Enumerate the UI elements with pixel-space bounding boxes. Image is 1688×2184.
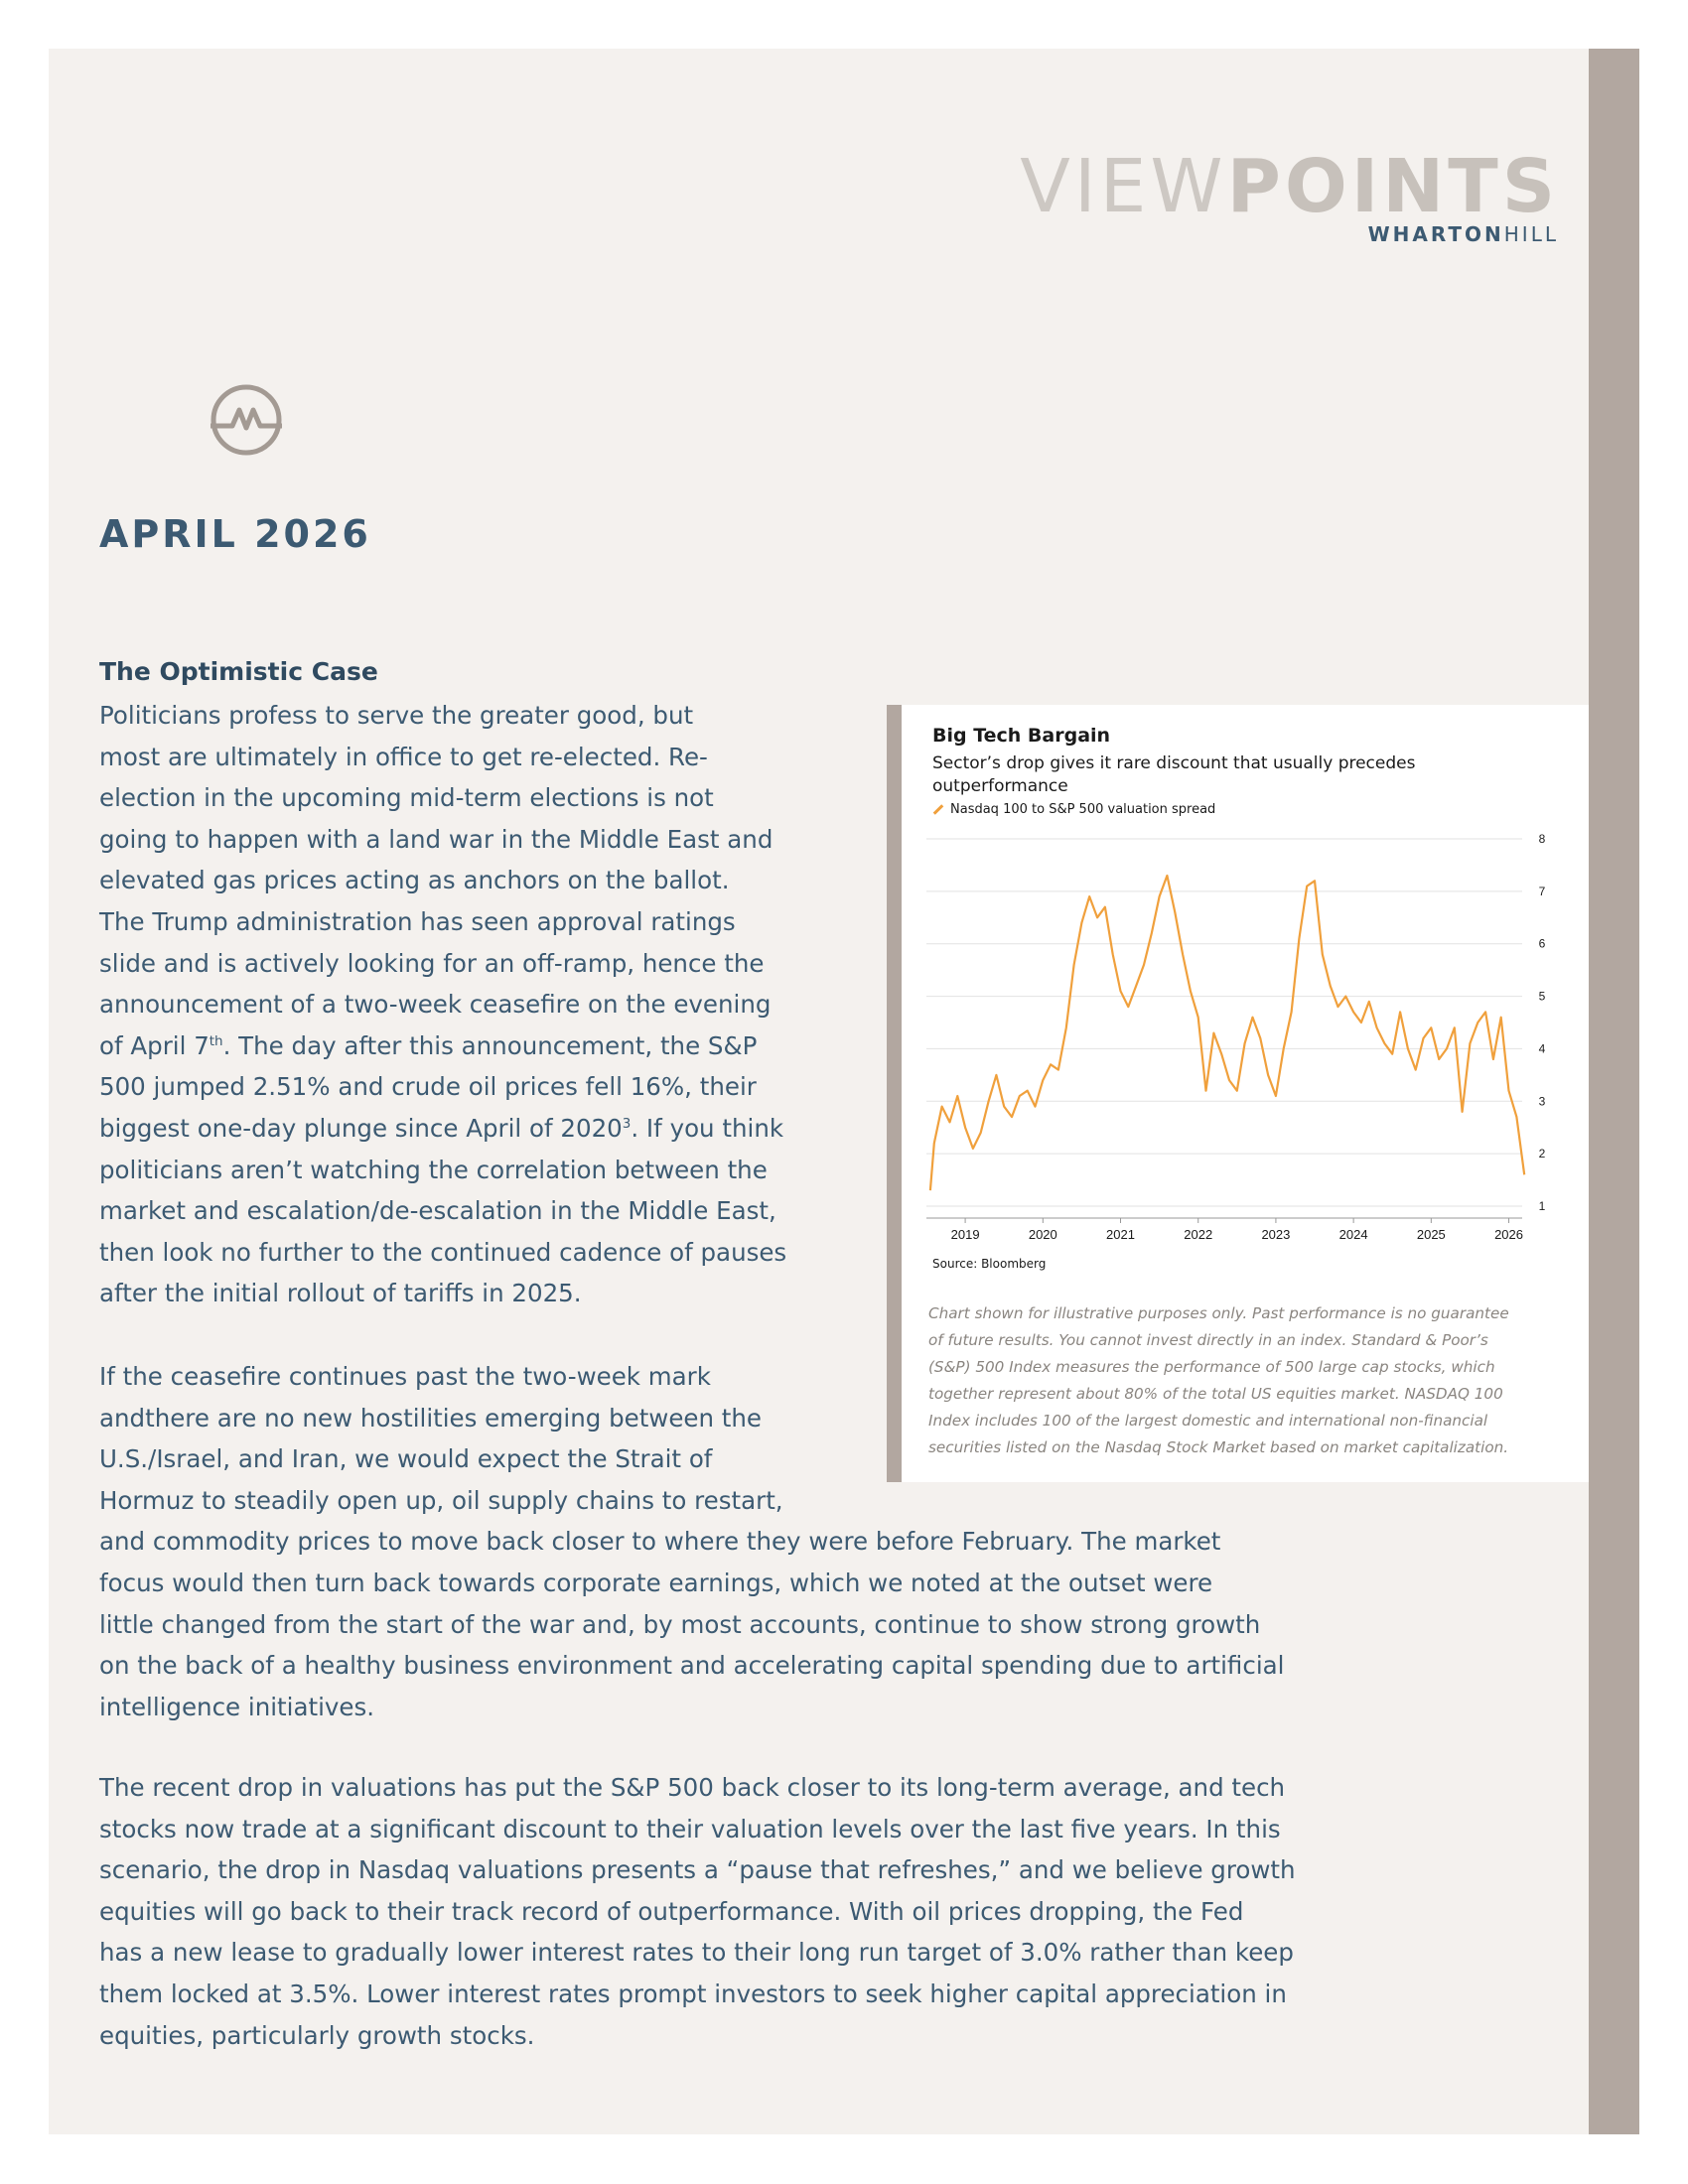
logo-wordmark bbox=[1020, 144, 1559, 229]
disclaimer-line: together represent about 80% of the total US equities market. NASDAQ 100 bbox=[928, 1385, 1503, 1403]
text-line: elevated gas prices acting as anchors on the ballot. bbox=[99, 866, 730, 895]
disclaimer-line: Index includes 100 of the largest domestic and international non-financial bbox=[928, 1412, 1488, 1430]
wharton-hill-emblem-icon bbox=[209, 382, 284, 458]
text-span: . If you think bbox=[631, 1113, 784, 1143]
text-line: andthere are no new hostilities emerging between the bbox=[99, 1403, 763, 1433]
logo-part-points: POINTS bbox=[1226, 144, 1559, 229]
text-line: and commodity prices to move back closer to where they were before February. The market bbox=[99, 1527, 1221, 1557]
text-line bbox=[99, 1025, 786, 1067]
chart-title: Big Tech Bargain bbox=[932, 725, 1111, 747]
date-heading: APRIL 2026 bbox=[99, 512, 371, 556]
y-tick-label: 3 bbox=[1538, 1094, 1546, 1109]
text-line: equities will go back to their track record of outperformance. With oil prices dropping, the Fed bbox=[99, 1896, 1244, 1926]
x-tick-label: 2025 bbox=[1416, 1227, 1446, 1242]
series-line bbox=[930, 876, 1524, 1190]
disclaimer-line: Chart shown for illustrative purposes only. Past performance is no guarantee bbox=[928, 1304, 1509, 1322]
text-line: Politicians profess to serve the greater good, but bbox=[99, 701, 694, 730]
logo-sub-wharton: WHARTON bbox=[1367, 222, 1504, 246]
text-line: Hormuz to steadily open up, oil supply chains to restart, bbox=[99, 1485, 783, 1515]
text-line: election in the upcoming mid-term elections is not bbox=[99, 783, 714, 813]
chart-disclaimer bbox=[928, 1300, 1564, 1461]
y-tick-label: 5 bbox=[1538, 989, 1546, 1004]
text-span: of April 7 bbox=[99, 1030, 210, 1060]
x-tick-label: 2021 bbox=[1106, 1227, 1135, 1242]
logo-part-view: VIEW bbox=[1020, 144, 1227, 229]
text-line: If the ceasefire continues past the two-week mark bbox=[99, 1362, 711, 1391]
text-span: . The day after this announcement, the S&P bbox=[222, 1030, 758, 1060]
x-tick-label: 2024 bbox=[1338, 1227, 1368, 1242]
text-line: little changed from the start of the war and, by most accounts, continue to show strong growth bbox=[99, 1609, 1261, 1639]
text-line: then look no further to the continued cadence of pauses bbox=[99, 1237, 787, 1267]
text-line: announcement of a two-week ceasefire on the evening bbox=[99, 990, 772, 1020]
superscript: th bbox=[209, 1032, 223, 1049]
logo-subtitle bbox=[1368, 222, 1559, 246]
text-line: after the initial rollout of tariffs in 2025. bbox=[99, 1279, 582, 1308]
disclaimer-line: of future results. You cannot invest directly in an index. Standard & Poor’s bbox=[928, 1331, 1488, 1349]
logo-sub-hill: HILL bbox=[1503, 222, 1559, 246]
text-line: market and escalation/de-escalation in the Middle East, bbox=[99, 1196, 776, 1226]
text-line: going to happen with a land war in the Middle East and bbox=[99, 824, 774, 854]
text-span: biggest one-day plunge since April of 2020 bbox=[99, 1113, 623, 1143]
section-title: The Optimistic Case bbox=[99, 657, 378, 686]
text-line: politicians aren’t watching the correlation between the bbox=[99, 1155, 768, 1184]
text-line: intelligence initiatives. bbox=[99, 1692, 375, 1721]
paragraph-1 bbox=[99, 695, 786, 1314]
x-tick-label: 2022 bbox=[1184, 1227, 1213, 1242]
y-tick-label: 4 bbox=[1538, 1041, 1546, 1056]
chart-subtitle: Sector’s drop gives it rare discount that usually precedes outperformance bbox=[932, 753, 1416, 796]
text-line: stocks now trade at a significant discount to their valuation levels over the last five years. In this bbox=[99, 1814, 1281, 1843]
text-line: The recent drop in valuations has put the S&P 500 back closer to its long-term average, and tech bbox=[99, 1773, 1286, 1802]
x-tick-label: 2020 bbox=[1028, 1227, 1057, 1242]
text-line: most are ultimately in office to get re-elected. Re- bbox=[99, 742, 708, 771]
text-line: 500 jumped 2.51% and crude oil prices fell 16%, their bbox=[99, 1072, 757, 1102]
right-accent-bar bbox=[1589, 49, 1639, 2134]
y-tick-label: 2 bbox=[1538, 1147, 1546, 1161]
y-tick-label: 1 bbox=[1538, 1199, 1546, 1213]
y-tick-label: 8 bbox=[1538, 832, 1546, 846]
text-line: on the back of a healthy business environment and accelerating capital spending due to artificial bbox=[99, 1651, 1285, 1681]
viewpoints-logo bbox=[933, 144, 1559, 246]
text-line: equities, particularly growth stocks. bbox=[99, 2020, 535, 2050]
y-tick-label: 7 bbox=[1538, 884, 1546, 898]
text-line: U.S./Israel, and Iran, we would expect the Strait of bbox=[99, 1444, 713, 1474]
footnote-reference: 3 bbox=[622, 1115, 632, 1132]
text-line: focus would then turn back towards corporate earnings, which we noted at the outset were bbox=[99, 1568, 1213, 1597]
text-line: them locked at 3.5%. Lower interest rates prompt investors to seek higher capital appreciation in bbox=[99, 1979, 1287, 2008]
x-tick-label: 2026 bbox=[1494, 1227, 1523, 1242]
text-line: has a new lease to gradually lower interest rates to their long run target of 3.0% rather than keep bbox=[99, 1938, 1294, 1968]
disclaimer-line: securities listed on the Nasdaq Stock Market based on market capitalization. bbox=[928, 1438, 1509, 1456]
text-line: The Trump administration has seen approval ratings bbox=[99, 906, 736, 936]
legend-label: Nasdaq 100 to S&P 500 valuation spread bbox=[950, 802, 1216, 817]
chart-source: Source: Bloomberg bbox=[932, 1257, 1047, 1271]
paragraph-3 bbox=[99, 1767, 1296, 2056]
disclaimer-line: (S&P) 500 Index measures the performance of 500 large cap stocks, which bbox=[928, 1358, 1495, 1376]
y-tick-label: 6 bbox=[1538, 936, 1546, 951]
chart-panel bbox=[887, 705, 1589, 1482]
text-line: slide and is actively looking for an off-ramp, hence the bbox=[99, 948, 765, 978]
line-chart bbox=[887, 705, 1589, 1261]
x-tick-label: 2019 bbox=[950, 1227, 980, 1242]
x-tick-label: 2023 bbox=[1261, 1227, 1291, 1242]
text-line: scenario, the drop in Nasdaq valuations presents a “pause that refreshes,” and we believe growth bbox=[99, 1855, 1296, 1885]
text-line bbox=[99, 1108, 786, 1150]
